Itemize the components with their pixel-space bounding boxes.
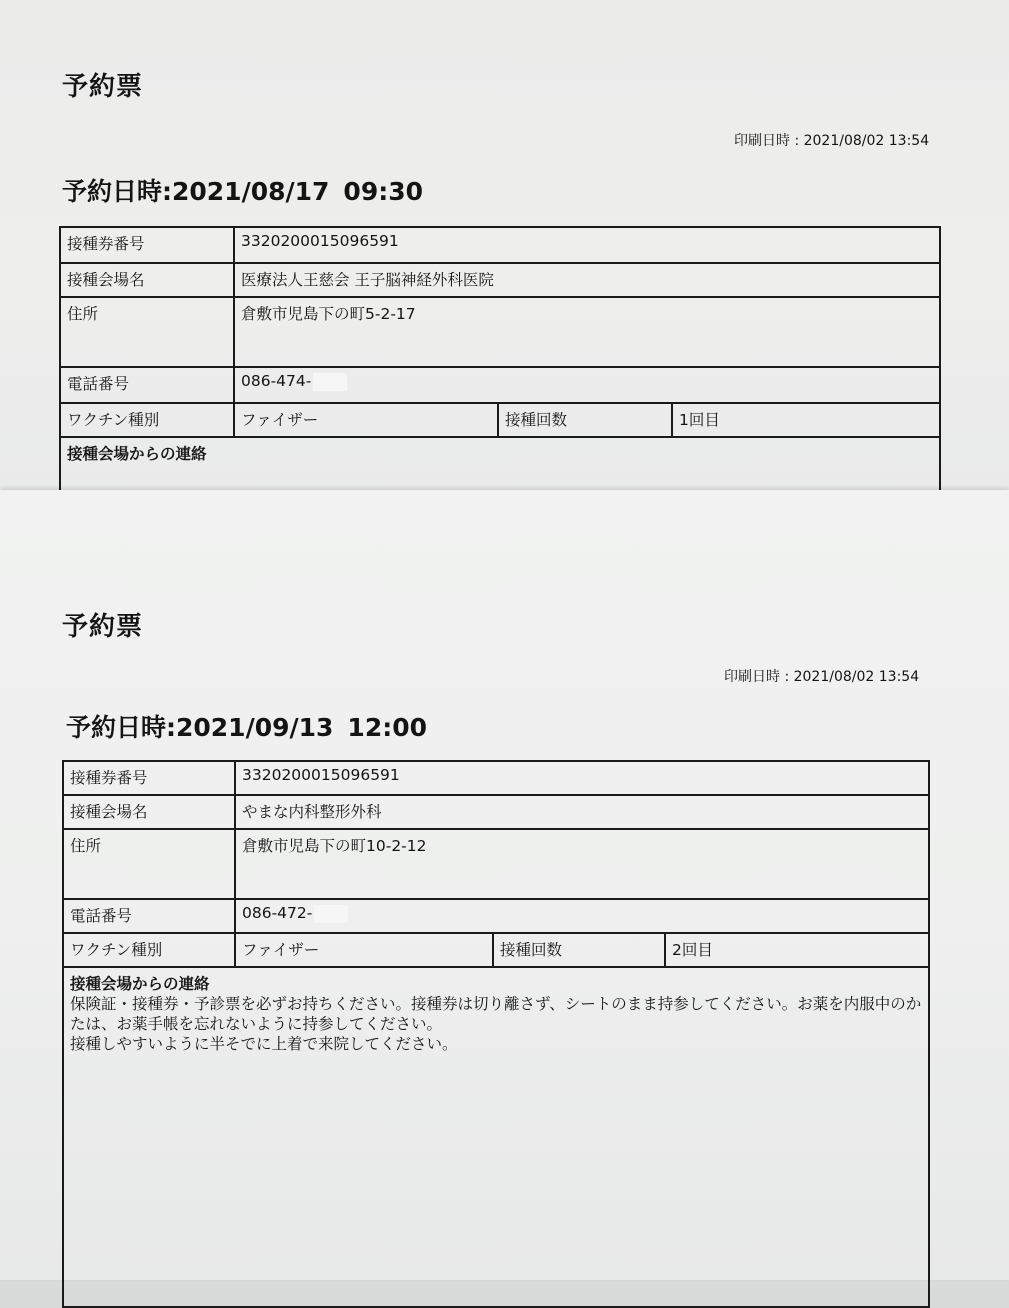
print-timestamp: 印刷日時 : 2021/08/02 13:54	[724, 669, 920, 685]
print-timestamp: 印刷日時 : 2021/08/02 13:54	[734, 133, 930, 149]
row-venue	[60, 263, 940, 297]
label-notes: 接種会場からの連絡	[70, 975, 210, 993]
label-ticket-number: 接種券番号	[63, 761, 235, 795]
reservation-ticket-second	[0, 490, 1009, 1280]
redaction-mark	[313, 373, 347, 391]
label-notes: 接種会場からの連絡	[67, 445, 207, 463]
value-ticket-number: 3320200015096591	[234, 227, 940, 263]
ticket-title: 予約票	[62, 612, 144, 642]
value-phone: 086-472-	[242, 904, 313, 922]
value-dose: 1回目	[672, 403, 940, 437]
label-phone: 電話番号	[60, 367, 234, 403]
label-phone: 電話番号	[63, 899, 235, 933]
row-phone	[63, 899, 929, 933]
label-vaccine: ワクチン種別	[60, 403, 234, 437]
label-venue: 接種会場名	[63, 795, 235, 829]
ticket-details-table	[62, 760, 930, 1308]
row-notes	[63, 967, 929, 1307]
label-address: 住所	[60, 297, 234, 367]
appointment-label: 予約日時:	[62, 177, 172, 206]
notes-text: 保険証・接種券・予診票を必ずお持ちください。接種券は切り離さず、シートのまま持参してください。お薬を内服中のかたは、お薬手帳を忘れないように持参してください。 接種しやすいように半そでに上着で来院してください。	[70, 995, 922, 1054]
label-vaccine: ワクチン種別	[63, 933, 235, 967]
row-phone	[60, 367, 940, 403]
value-phone-cell	[234, 367, 940, 403]
label-venue: 接種会場名	[60, 263, 234, 297]
row-address	[63, 829, 929, 899]
ticket-details-table	[59, 226, 941, 508]
ticket-title: 予約票	[62, 72, 144, 102]
value-vaccine: ファイザー	[234, 403, 498, 437]
row-address	[60, 297, 940, 367]
redaction-mark	[314, 905, 348, 923]
value-venue: 医療法人王慈会 王子脳神経外科医院	[234, 263, 940, 297]
row-vaccine	[60, 403, 940, 437]
value-address: 倉敷市児島下の町10-2-12	[235, 829, 929, 899]
notes-cell	[63, 967, 929, 1307]
value-phone: 086-474-	[241, 372, 312, 390]
appointment-label: 予約日時:	[66, 713, 176, 742]
row-ticket-number	[63, 761, 929, 795]
label-dose: 接種回数	[498, 403, 672, 437]
appointment-datetime	[62, 172, 423, 208]
appointment-date: 2021/09/13	[176, 713, 334, 742]
value-address: 倉敷市児島下の町5-2-17	[234, 297, 940, 367]
appointment-time: 12:00	[347, 713, 427, 742]
value-phone-cell	[235, 899, 929, 933]
value-dose: 2回目	[665, 933, 929, 967]
value-ticket-number: 3320200015096591	[235, 761, 929, 795]
value-vaccine: ファイザー	[235, 933, 493, 967]
label-dose: 接種回数	[493, 933, 665, 967]
appointment-date: 2021/08/17	[172, 177, 330, 206]
value-venue: やまな内科整形外科	[235, 795, 929, 829]
row-venue	[63, 795, 929, 829]
row-ticket-number	[60, 227, 940, 263]
appointment-datetime	[66, 708, 427, 744]
label-address: 住所	[63, 829, 235, 899]
row-vaccine	[63, 933, 929, 967]
appointment-time: 09:30	[343, 177, 423, 206]
label-ticket-number: 接種券番号	[60, 227, 234, 263]
reservation-ticket-first	[0, 0, 1009, 500]
